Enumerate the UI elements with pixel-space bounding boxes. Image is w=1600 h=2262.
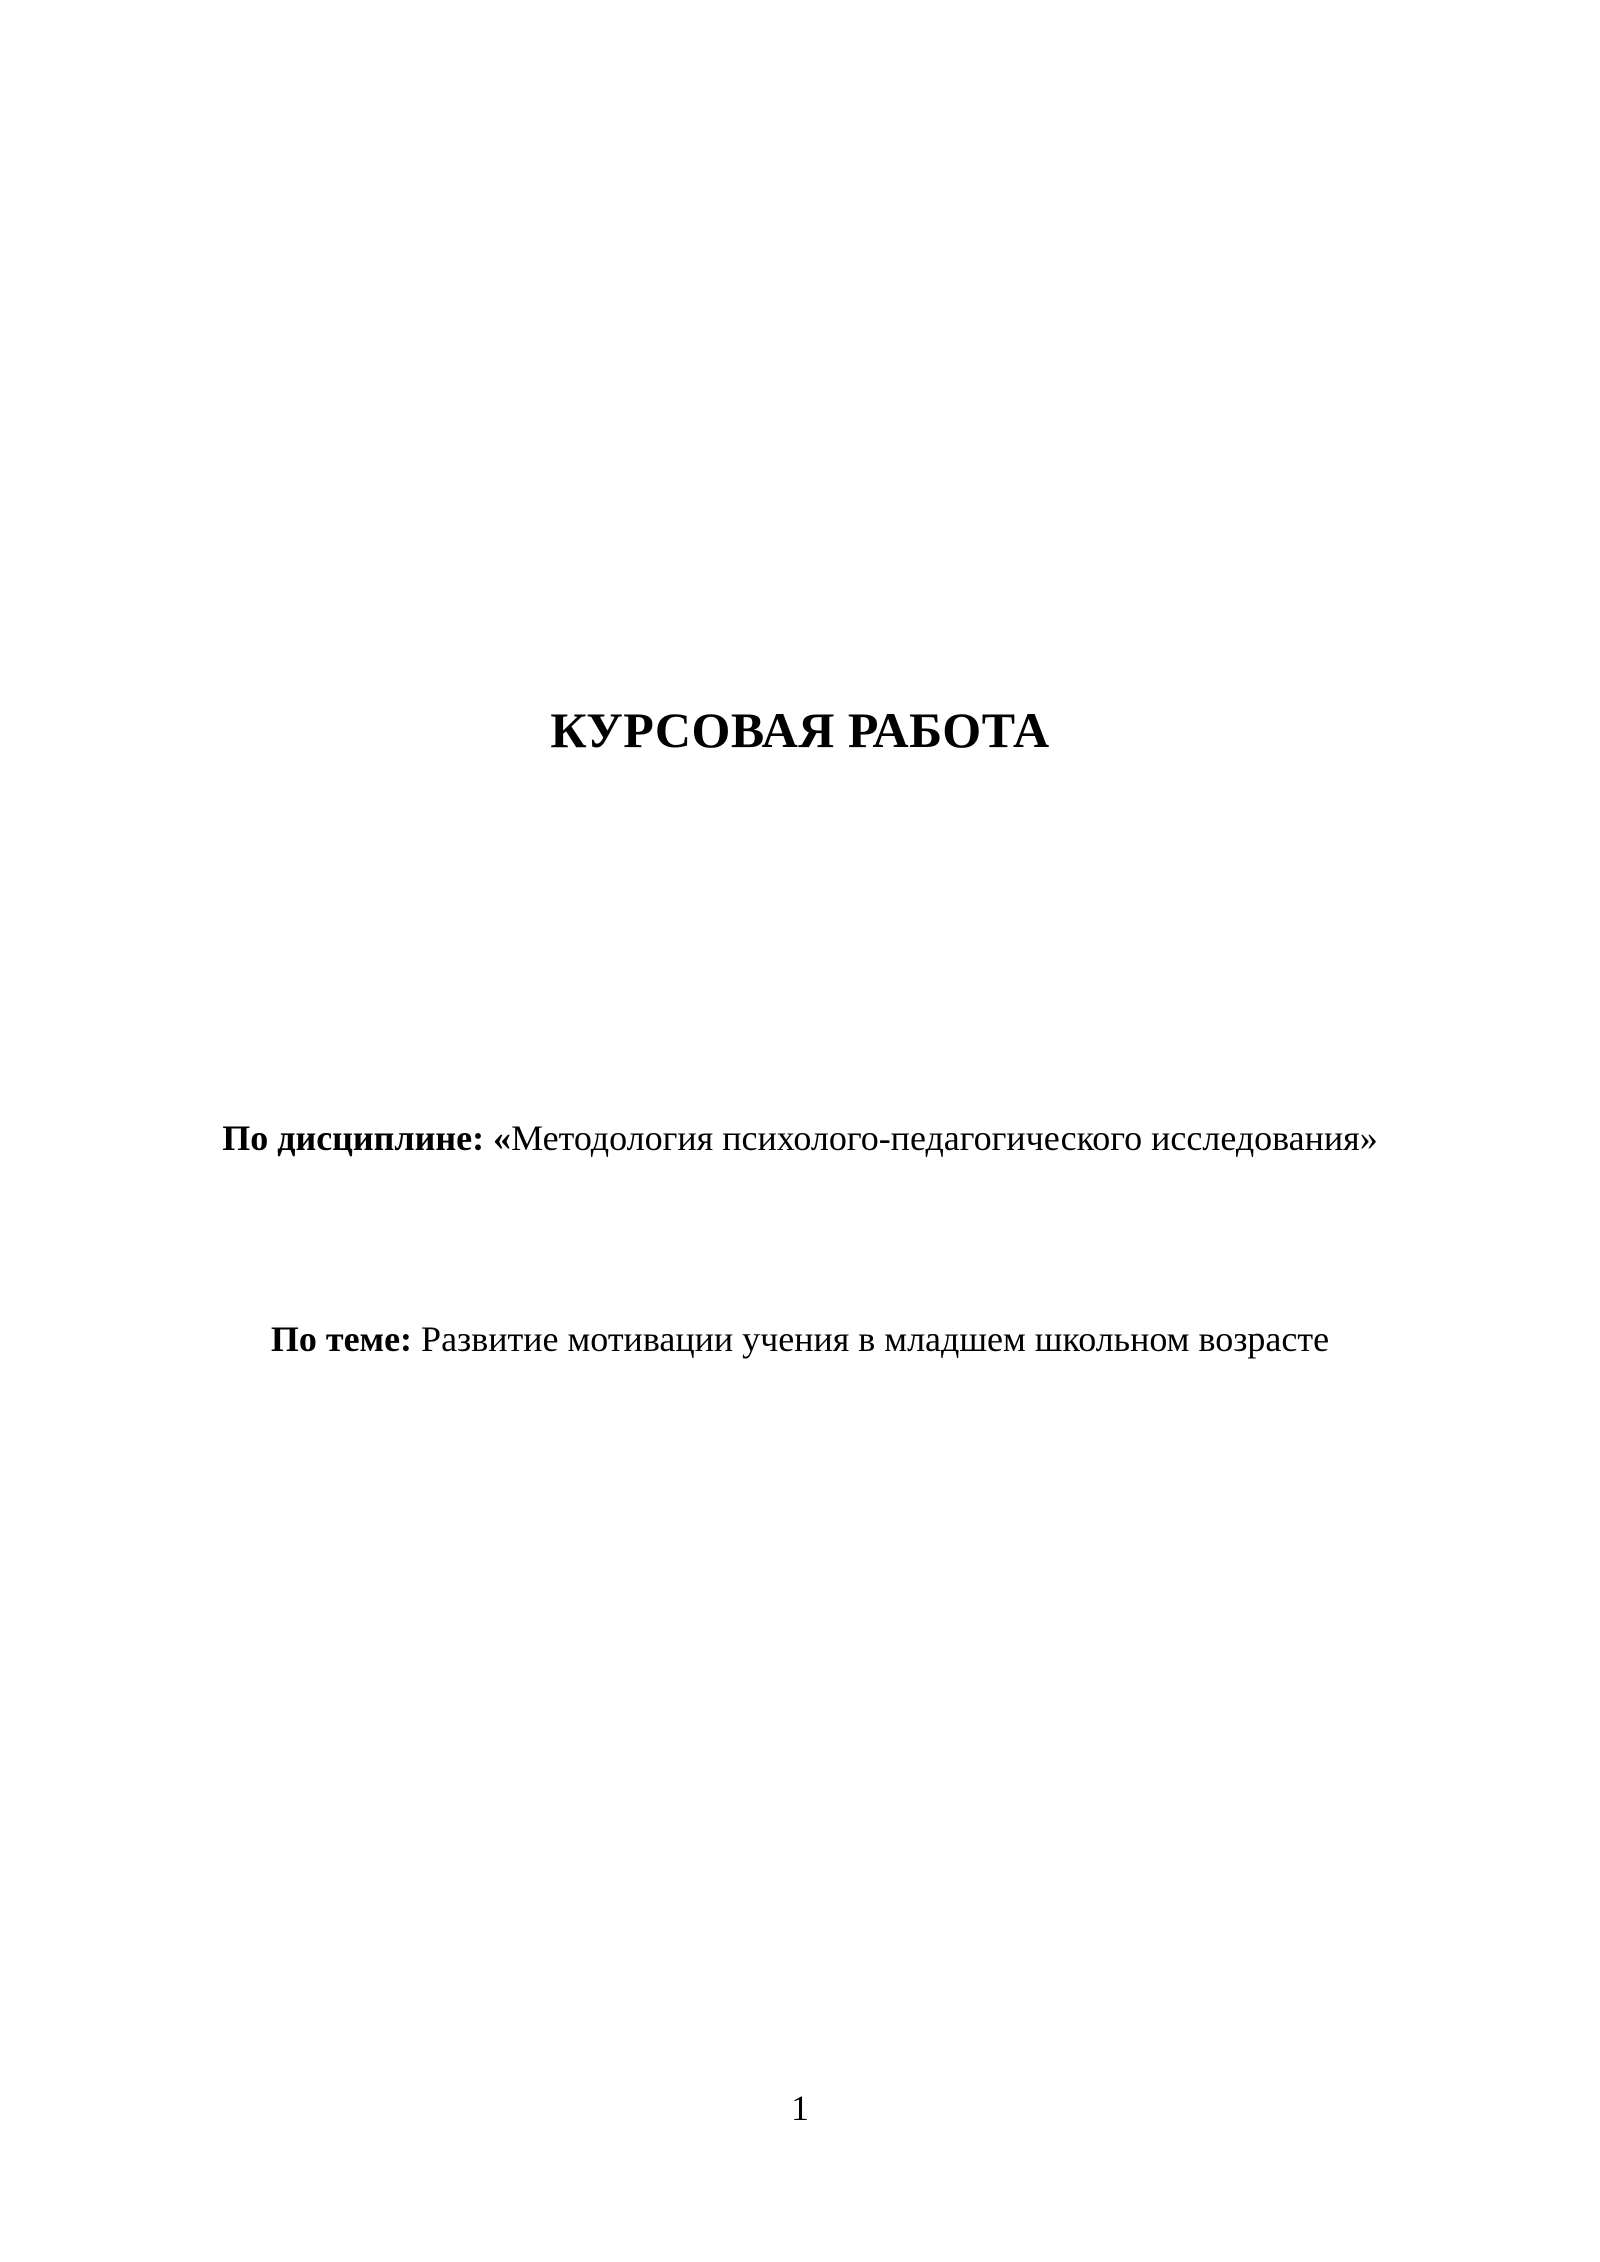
topic-label: По теме: — [270, 1319, 413, 1359]
page-number: 1 — [791, 2088, 809, 2128]
discipline-line — [0, 1117, 1600, 1160]
discipline-value: Методология психолого-педагогического исследования» — [511, 1118, 1378, 1158]
discipline-label: По дисциплине: « — [222, 1118, 512, 1158]
topic-line — [0, 1318, 1600, 1361]
document-title: КУРСОВАЯ РАБОТА — [550, 702, 1050, 758]
topic-value: Развитие мотивации учения в младшем школьном возрасте — [421, 1319, 1330, 1359]
